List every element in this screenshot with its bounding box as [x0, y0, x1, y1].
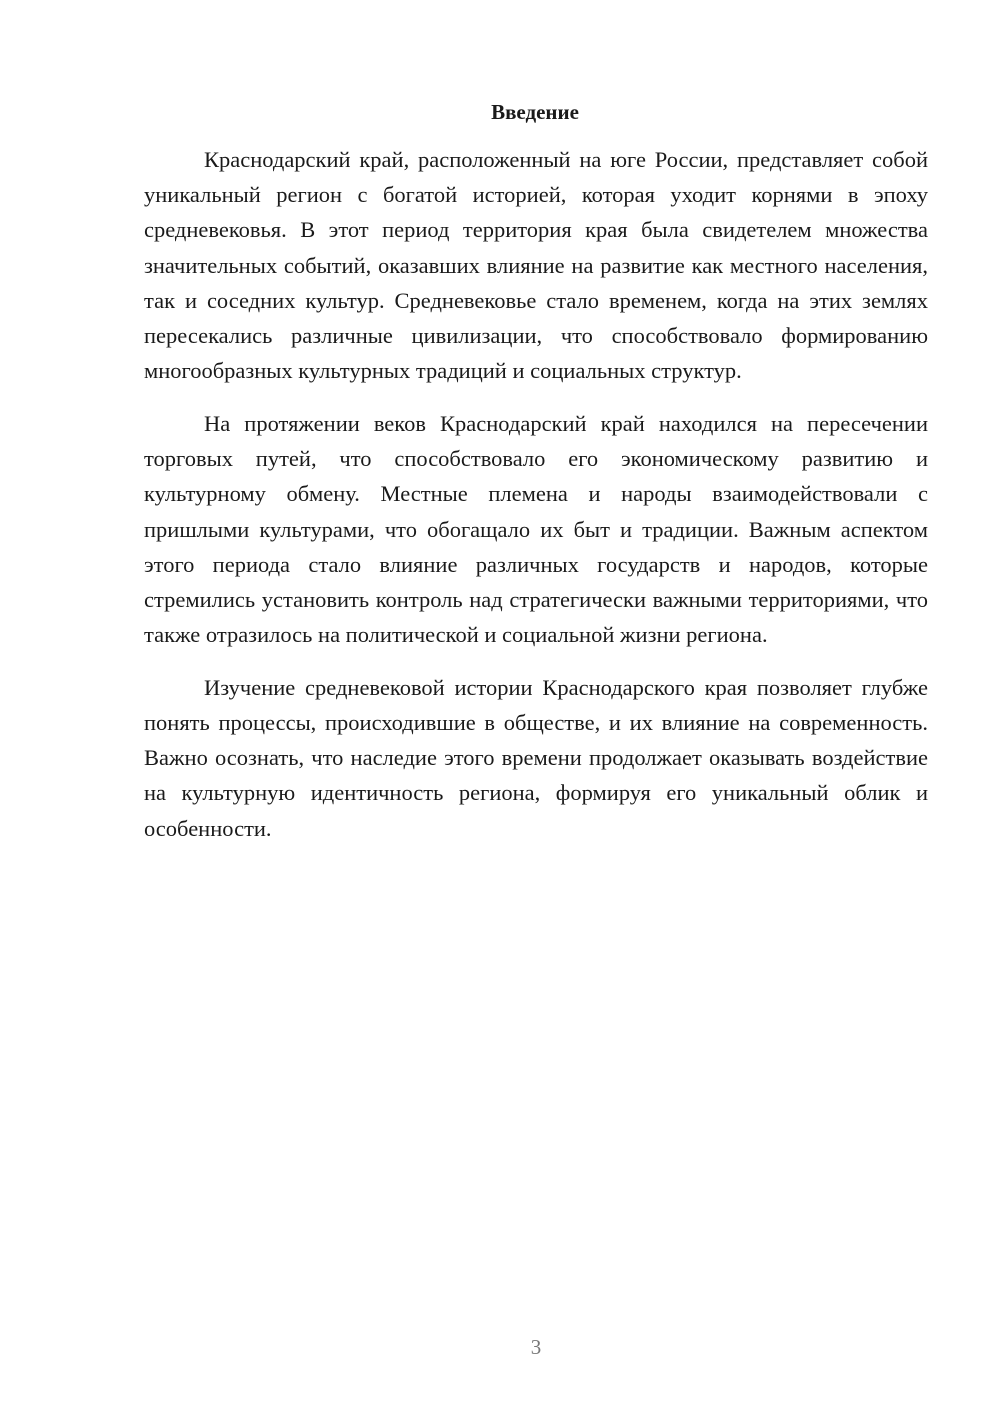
body-text	[144, 142, 928, 863]
paragraph-1: Краснодарский край, расположенный на юге России, представляет собой уникальный регион с богатой историей, которая уходит корнями в эпоху средневековья. В этот период территория края была свидетелем множества значительных событий, оказавших влияние на развитие как местного населения, так и соседних культур. Средневековье стало временем, когда на этих землях пересекались различные цивилизации, что способствовало формированию многообразных культурных традиций и социальных структур.	[144, 147, 928, 384]
page-number: 3	[530, 1335, 542, 1359]
paragraph-3: Изучение средневековой истории Краснодарского края позволяет глубже понять процессы, происходившие в обществе, и их влияние на современность. Важно осознать, что наследие этого времени продолжает оказывать воздействие на культурную идентичность региона, формируя его уникальный облик и особенности.	[144, 674, 928, 841]
section-heading: Введение	[491, 100, 579, 124]
paragraph-2: На протяжении веков Краснодарский край находился на пересечении торговых путей, что способствовало его экономическому развитию и культурному обмену. Местные племена и народы взаимодействовали с пришлыми культурами, что обогащало их быт и традиции. Важным аспектом этого периода стало влияние различных государств и народов, которые стремились установить контроль над стратегически важными территориями, что также отразилось на политической и социальной жизни региона.	[144, 410, 928, 648]
